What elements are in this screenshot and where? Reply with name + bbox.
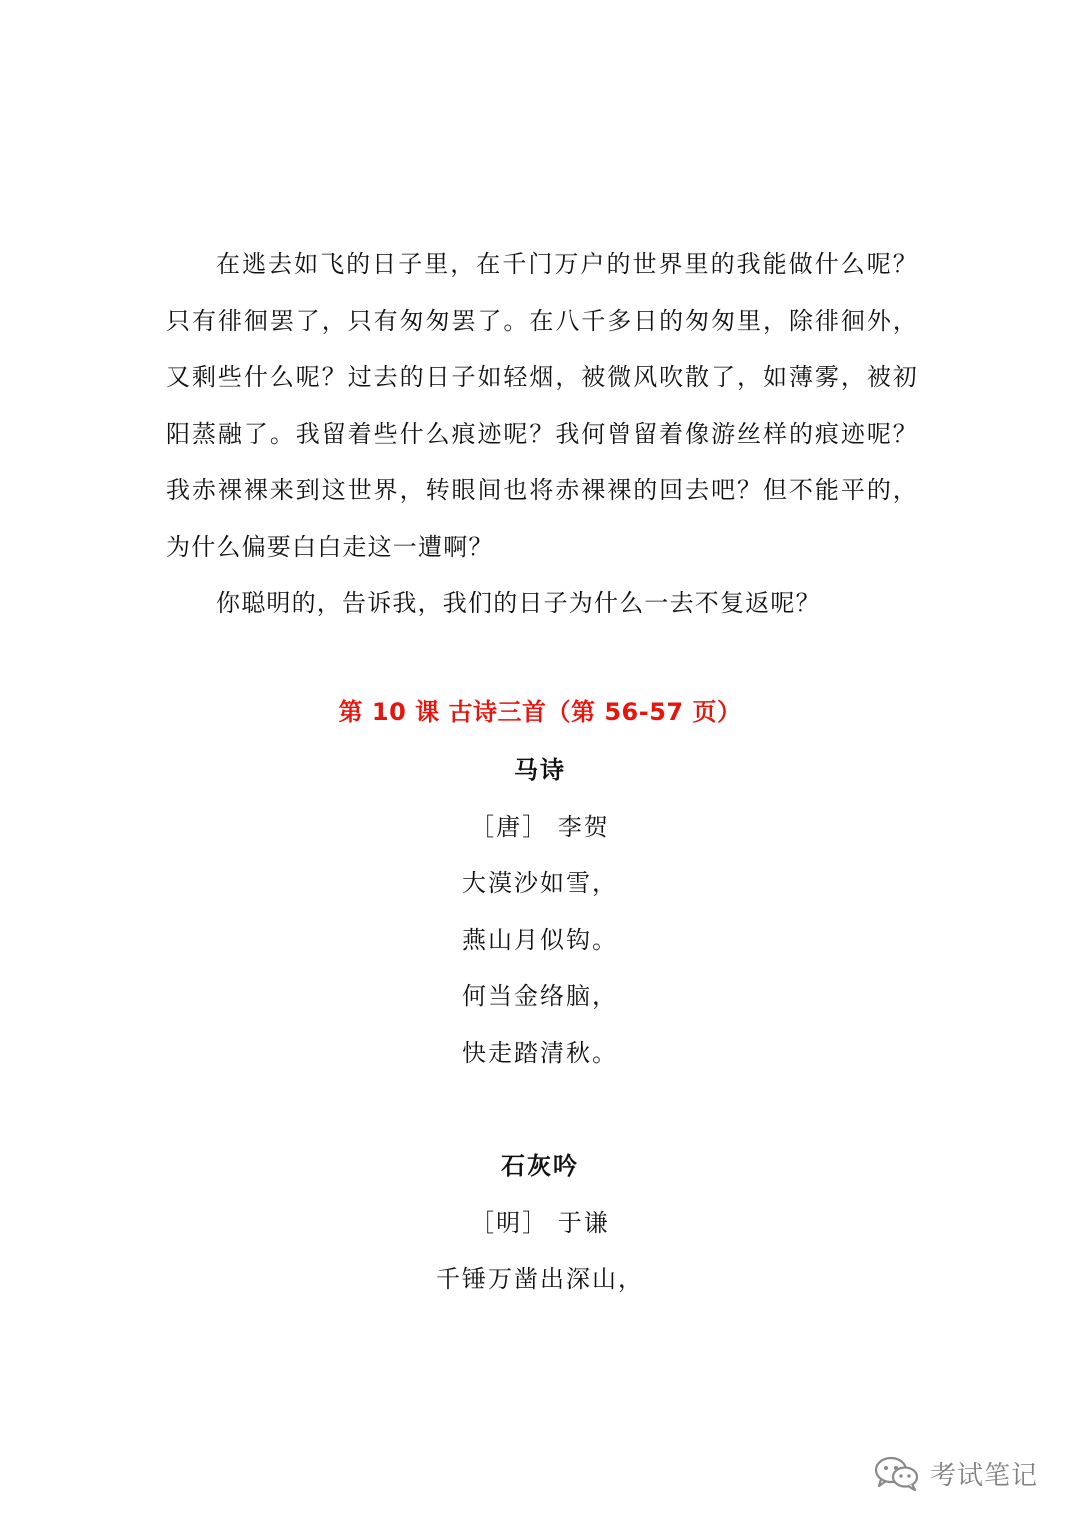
watermark-text: 考试笔记 [930, 1460, 1039, 1491]
poem-line: 何当金络脑， [462, 982, 618, 1010]
poem-author: ［唐］ 李贺 [470, 812, 610, 841]
poem-line: 燕山月似钩。 [462, 925, 618, 954]
lesson-heading: 第 10 课 古诗三首（第 56-57 页） [338, 698, 742, 726]
poem-title: 马诗 [514, 756, 566, 784]
poem-title: 石灰吟 [501, 1152, 579, 1180]
prose-paragraph: 你聪明的，告诉我，我们的日子为什么一去不复返呢？ [216, 589, 821, 617]
prose-paragraph: 在逃去如飞的日子里，在千门万户的世界里的我能做什么呢？只有徘徊罢了，只有匆匆罢了。在八千多日的匆匆里，除徘徊外，又剩些什么呢？过去的日子如轻烟，被微风吹散了，如薄雾，被初阳蒸融了。我留着些什么痕迹呢？我何曾留着像游丝样的痕迹呢？我赤裸裸来到这世界，转眼间也将赤裸裸的回去吧？但不能平的，为什么偏要白白走这一遭啊？ [166, 250, 918, 561]
watermark [872, 1453, 1038, 1493]
wechat-icon [872, 1453, 922, 1493]
poem-line: 大漠沙如雪， [462, 869, 618, 897]
poem-line: 快走踏清秋。 [462, 1038, 618, 1067]
prose-section [166, 236, 918, 632]
poem-author: ［明］ 于谦 [470, 1208, 610, 1237]
poem [0, 1138, 1080, 1308]
poem-line: 千锤万凿出深山， [436, 1265, 644, 1293]
poem [0, 742, 1080, 1081]
